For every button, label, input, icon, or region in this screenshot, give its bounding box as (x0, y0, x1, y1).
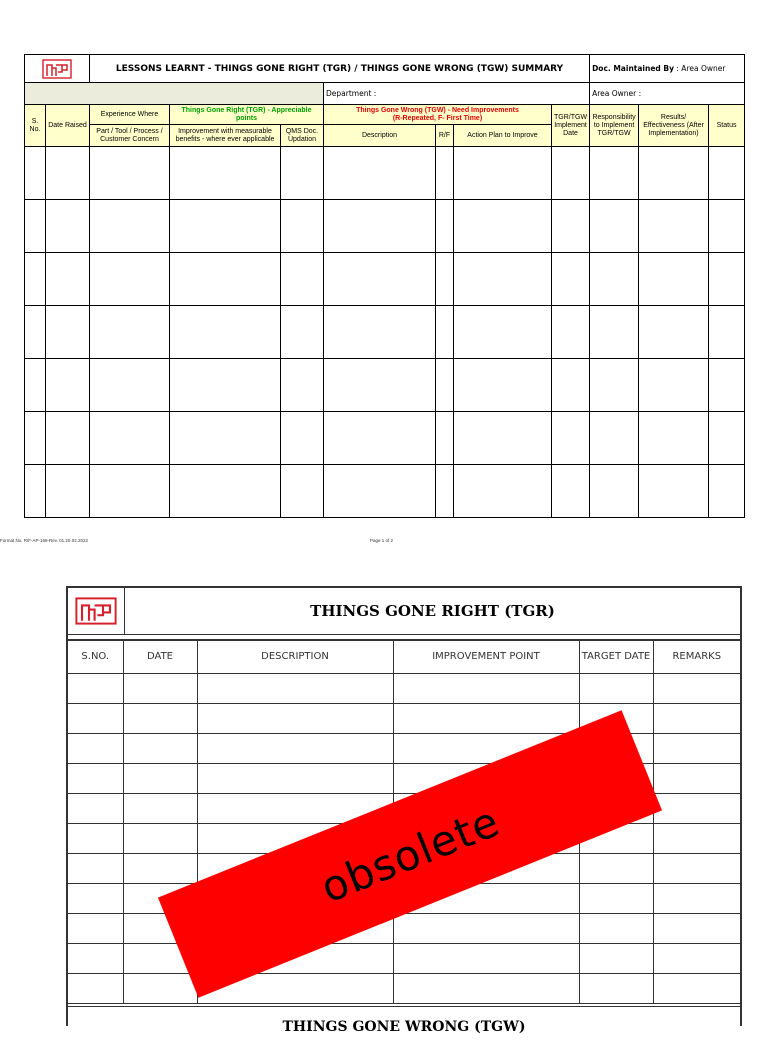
table-cell[interactable] (68, 974, 123, 1004)
table-cell[interactable] (170, 253, 281, 306)
table-cell[interactable] (281, 359, 324, 412)
company-logo-icon (75, 597, 117, 625)
table-row (68, 944, 740, 974)
table-cell[interactable] (324, 412, 436, 465)
table-cell[interactable] (123, 974, 197, 1004)
table-cell[interactable] (90, 465, 170, 518)
table-cell[interactable] (653, 824, 740, 854)
table-row (68, 674, 740, 704)
table-cell[interactable] (590, 147, 639, 200)
table-cell[interactable] (653, 734, 740, 764)
table-cell[interactable] (454, 465, 552, 518)
table-cell[interactable] (324, 359, 436, 412)
table-row (68, 974, 740, 1004)
sheet-title: LESSONS LEARNT - THINGS GONE RIGHT (TGR) / THINGS GONE WRONG (TGW) SUMMARY (90, 55, 590, 83)
table-cell[interactable] (552, 147, 590, 200)
table-cell[interactable] (25, 253, 46, 306)
table-cell[interactable] (68, 854, 123, 884)
tgr-title: THINGS GONE RIGHT (TGR) (310, 602, 555, 620)
table-cell[interactable] (324, 253, 436, 306)
table-cell[interactable] (123, 854, 197, 884)
table-cell[interactable] (709, 200, 745, 253)
table-row (25, 465, 745, 518)
table-cell[interactable] (46, 200, 90, 253)
table-cell[interactable] (436, 359, 454, 412)
table-cell[interactable] (123, 794, 197, 824)
table-cell[interactable] (90, 253, 170, 306)
table-cell[interactable] (709, 412, 745, 465)
table-cell[interactable] (68, 914, 123, 944)
blank-grey-cell (25, 83, 324, 105)
col-description: Description (324, 125, 436, 147)
table-cell[interactable] (393, 974, 579, 1004)
table-cell[interactable] (579, 854, 653, 884)
table-cell[interactable] (281, 306, 324, 359)
table-cell[interactable] (436, 147, 454, 200)
table-cell[interactable] (90, 147, 170, 200)
company-logo-cell (25, 55, 90, 83)
table-cell[interactable] (324, 147, 436, 200)
table-cell[interactable] (590, 253, 639, 306)
table-cell[interactable] (170, 147, 281, 200)
table-row (68, 704, 740, 734)
table-cell[interactable] (653, 944, 740, 974)
table-cell[interactable] (552, 253, 590, 306)
table-cell[interactable] (68, 734, 123, 764)
table-cell[interactable] (552, 359, 590, 412)
table-row (25, 253, 745, 306)
table-cell[interactable] (46, 306, 90, 359)
table-cell[interactable] (324, 200, 436, 253)
table-cell[interactable] (552, 412, 590, 465)
table-cell[interactable] (68, 704, 123, 734)
table-cell[interactable] (436, 306, 454, 359)
lessons-learnt-sheet (24, 54, 744, 518)
table-cell[interactable] (579, 974, 653, 1004)
table-cell[interactable] (653, 704, 740, 734)
table-cell[interactable] (552, 200, 590, 253)
col-description: DESCRIPTION (197, 641, 393, 674)
department-field[interactable]: Department : (324, 83, 590, 105)
table-cell[interactable] (46, 359, 90, 412)
table-cell[interactable] (454, 412, 552, 465)
col-date-raised: Date Raised (46, 105, 90, 147)
table-row (25, 359, 745, 412)
col-implement-date: TGR/TGW Implement Date (552, 105, 590, 147)
table-cell[interactable] (197, 734, 393, 764)
table-cell[interactable] (393, 914, 579, 944)
table-cell[interactable] (123, 824, 197, 854)
table-cell[interactable] (709, 359, 745, 412)
table-cell[interactable] (25, 147, 46, 200)
table-cell[interactable] (25, 200, 46, 253)
table-cell[interactable] (324, 465, 436, 518)
table-cell[interactable] (653, 884, 740, 914)
table-cell[interactable] (90, 306, 170, 359)
table-cell[interactable] (90, 359, 170, 412)
col-results: Results/ Effectiveness (After Implementation) (639, 105, 709, 147)
table-cell[interactable] (436, 200, 454, 253)
table-cell[interactable] (68, 944, 123, 974)
col-status: Status (709, 105, 745, 147)
table-cell[interactable] (68, 824, 123, 854)
company-logo-icon (42, 59, 72, 79)
table-cell[interactable] (709, 147, 745, 200)
table-cell[interactable] (393, 944, 579, 974)
table-cell[interactable] (123, 704, 197, 734)
table-cell[interactable] (197, 764, 393, 794)
table-cell[interactable] (68, 674, 123, 704)
col-qms: QMS Doc. Updation (281, 125, 324, 147)
col-group-tgw: Things Gone Wrong (TGW) - Need Improvements (R-Repeated, F- First Time) (324, 105, 552, 125)
table-cell[interactable] (454, 253, 552, 306)
table-cell[interactable] (454, 147, 552, 200)
table-cell[interactable] (639, 200, 709, 253)
table-cell[interactable] (709, 306, 745, 359)
table-cell[interactable] (170, 200, 281, 253)
col-rf: R/F (436, 125, 454, 147)
table-cell[interactable] (123, 764, 197, 794)
table-cell[interactable] (46, 253, 90, 306)
table-cell[interactable] (46, 412, 90, 465)
table-cell[interactable] (281, 412, 324, 465)
table-cell[interactable] (123, 674, 197, 704)
table-cell[interactable] (281, 465, 324, 518)
table-cell[interactable] (281, 200, 324, 253)
table-cell[interactable] (68, 884, 123, 914)
table-cell[interactable] (552, 306, 590, 359)
table-cell[interactable] (25, 359, 46, 412)
table-cell[interactable] (579, 674, 653, 704)
col-sno: S. No. (25, 105, 46, 147)
table-cell[interactable] (639, 306, 709, 359)
table-cell[interactable] (590, 412, 639, 465)
table-cell[interactable] (46, 147, 90, 200)
table-cell[interactable] (639, 147, 709, 200)
table-cell[interactable] (25, 306, 46, 359)
table-cell[interactable] (170, 465, 281, 518)
table-cell[interactable] (590, 465, 639, 518)
table-cell[interactable] (436, 253, 454, 306)
tgw-title: THINGS GONE WRONG (TGW) (68, 1006, 740, 1045)
table-cell[interactable] (590, 200, 639, 253)
company-logo-cell (68, 588, 125, 634)
table-cell[interactable] (90, 412, 170, 465)
table-cell[interactable] (197, 704, 393, 734)
table-cell[interactable] (281, 147, 324, 200)
table-cell[interactable] (46, 465, 90, 518)
table-cell[interactable] (25, 412, 46, 465)
table-cell[interactable] (590, 359, 639, 412)
table-cell[interactable] (25, 465, 46, 518)
col-action-plan: Action Plan to Improve (454, 125, 552, 147)
table-cell[interactable] (197, 674, 393, 704)
table-cell[interactable] (454, 359, 552, 412)
col-improvement: Improvement with measurable benefits - where ever applicable (170, 125, 281, 147)
table-cell[interactable] (653, 854, 740, 884)
col-target-date: TARGET DATE (579, 641, 653, 674)
table-cell[interactable] (170, 359, 281, 412)
col-experience-where: Experience Where (90, 105, 170, 125)
table-cell[interactable] (170, 306, 281, 359)
table-row (25, 306, 745, 359)
table-cell[interactable] (393, 674, 579, 704)
col-remarks: REMARKS (653, 641, 740, 674)
table-cell[interactable] (639, 465, 709, 518)
table-row (25, 147, 745, 200)
table-row (25, 200, 745, 253)
table-cell[interactable] (709, 253, 745, 306)
table-cell[interactable] (454, 200, 552, 253)
table-cell[interactable] (639, 412, 709, 465)
table-cell[interactable] (436, 465, 454, 518)
lessons-learnt-table (24, 54, 745, 518)
col-improvement-point: IMPROVEMENT POINT (393, 641, 579, 674)
table-cell[interactable] (281, 253, 324, 306)
doc-maintained-cell: Doc. Maintained By : Area Owner (590, 55, 745, 83)
col-group-tgr: Things Gone Right (TGR) - Appreciable points (170, 105, 324, 125)
table-cell[interactable] (324, 306, 436, 359)
table-cell[interactable] (653, 674, 740, 704)
table-cell[interactable] (552, 465, 590, 518)
tgr-header-row (68, 641, 740, 674)
col-part-tool: Part / Tool / Process / Customer Concern (90, 125, 170, 147)
table-cell[interactable] (68, 764, 123, 794)
table-cell[interactable] (68, 794, 123, 824)
table-cell[interactable] (454, 306, 552, 359)
col-sno: S.NO. (68, 641, 123, 674)
table-cell[interactable] (393, 704, 579, 734)
tgr-header (68, 588, 740, 635)
col-responsibility: Responsibility to Implement TGR/TGW (590, 105, 639, 147)
table-cell[interactable] (90, 200, 170, 253)
table-cell[interactable] (436, 412, 454, 465)
format-number: Format No. R/F-AP-168-Rev. 01.20.02.2022 (0, 538, 88, 543)
page-number: Page 1 of 2 (370, 538, 394, 543)
table-cell[interactable] (123, 734, 197, 764)
table-cell[interactable] (709, 465, 745, 518)
table-cell[interactable] (579, 944, 653, 974)
table-cell[interactable] (653, 914, 740, 944)
area-owner-field[interactable]: Area Owner : (590, 83, 745, 105)
table-cell[interactable] (653, 794, 740, 824)
col-date: DATE (123, 641, 197, 674)
obsolete-stamp-text: obsolete (313, 796, 507, 912)
table-cell[interactable] (579, 884, 653, 914)
table-cell[interactable] (639, 359, 709, 412)
table-cell[interactable] (590, 306, 639, 359)
table-row (25, 412, 745, 465)
table-cell[interactable] (653, 974, 740, 1004)
table-cell[interactable] (653, 764, 740, 794)
table-cell[interactable] (579, 914, 653, 944)
table-cell[interactable] (170, 412, 281, 465)
table-cell[interactable] (639, 253, 709, 306)
